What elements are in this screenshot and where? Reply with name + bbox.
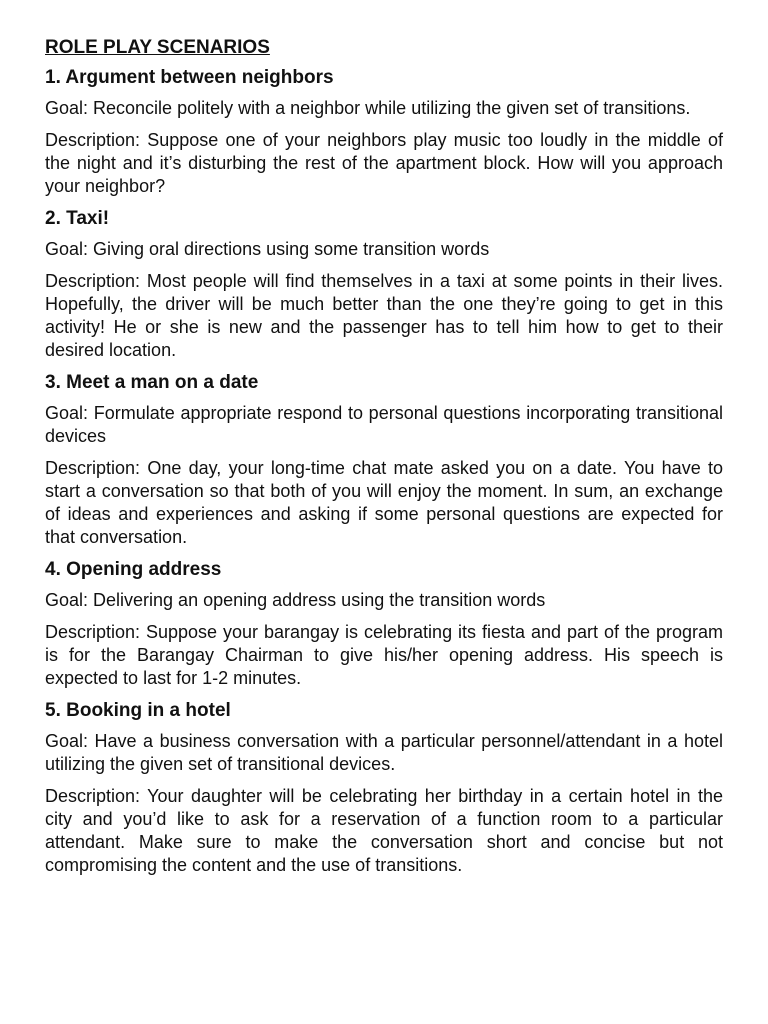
scenario-goal: Goal: Delivering an opening address using the transition words — [45, 590, 546, 610]
scenario-description: Description: One day, your long-time chat mate asked you on a date. You have to start a conversation so that both of you will enjoy the moment. In sum, an exchange of ideas and experiences and asking if some personal questions are expected for that conversation. — [45, 458, 723, 547]
scenario-heading: 3. Meet a man on a date — [45, 372, 259, 393]
scenario-description: Description: Your daughter will be celebrating her birthday in a certain hotel in the city and you’d like to ask for a reservation of a function room to a particular attendant. Make sure to make the conversation short and concise but not compromising the content and the use of transitions. — [45, 786, 723, 875]
scenario-description: Description: Most people will find themselves in a taxi at some points in their lives. Hopefully, the driver will be much better than the one they’re going to get in this activity! He or she is new and the passenger has to tell him how to get to their desired location. — [45, 271, 723, 360]
scenario-heading: 2. Taxi! — [45, 208, 110, 229]
scenario-goal: Goal: Have a business conversation with a particular personnel/attendant in a hotel utilizing the given set of transitional devices. — [45, 731, 723, 774]
scenario-1 — [45, 66, 723, 198]
scenario-description: Description: Suppose one of your neighbors play music too loudly in the middle of the night and it’s disturbing the rest of the apartment block. How will you approach your neighbor? — [45, 130, 723, 196]
scenario-goal: Goal: Giving oral directions using some transition words — [45, 239, 490, 259]
scenario-goal: Goal: Formulate appropriate respond to personal questions incorporating transitional devices — [45, 403, 723, 446]
scenario-heading: 5. Booking in a hotel — [45, 700, 231, 721]
document-title: ROLE PLAY SCENARIOS — [45, 37, 270, 58]
document-page — [45, 36, 723, 886]
scenario-2 — [45, 207, 723, 362]
scenario-5 — [45, 699, 723, 877]
scenario-3 — [45, 371, 723, 549]
scenario-heading: 1. Argument between neighbors — [45, 67, 334, 88]
scenario-4 — [45, 558, 723, 690]
scenario-description: Description: Suppose your barangay is celebrating its fiesta and part of the program is for the Barangay Chairman to give his/her opening address. His speech is expected to last for 1-2 minutes. — [45, 622, 723, 688]
scenario-heading: 4. Opening address — [45, 559, 222, 580]
scenario-goal: Goal: Reconcile politely with a neighbor while utilizing the given set of transitions. — [45, 98, 691, 118]
